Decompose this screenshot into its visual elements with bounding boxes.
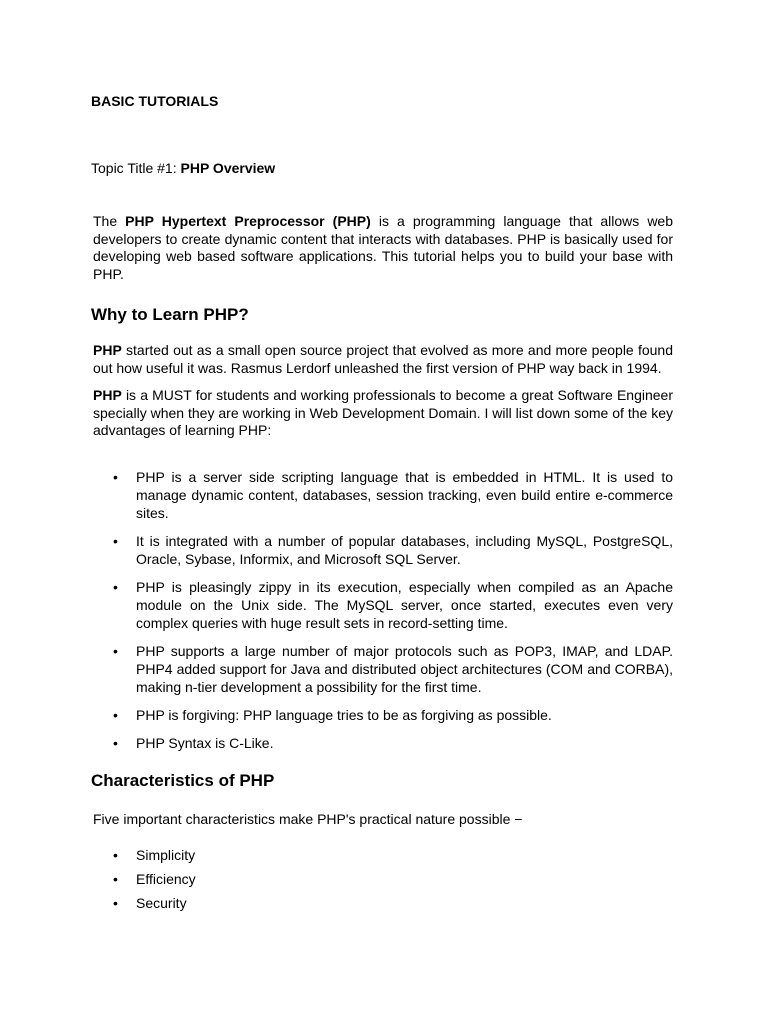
- why-learn-heading: Why to Learn PHP?: [91, 305, 249, 324]
- advantage-text: It is integrated with a number of popular databases, including MySQL, PostgreSQL, Oracle, Sybase, Informix, and Microsoft SQL Server.: [136, 533, 673, 567]
- intro-bold-term: PHP Hypertext Preprocessor (PHP): [125, 213, 371, 229]
- bullet-icon: •: [113, 469, 118, 485]
- bullet-icon: •: [113, 735, 118, 751]
- intro-lead: The: [93, 213, 126, 229]
- list-item: [93, 578, 673, 632]
- intro-paragraph: [93, 213, 673, 283]
- list-item: [93, 642, 673, 696]
- topic-title-line: [91, 160, 275, 176]
- bullet-icon: •: [113, 643, 118, 659]
- advantage-text: PHP supports a large number of major protocols such as POP3, IMAP, and LDAP. PHP4 added support for Java and distributed object architectures (COM and CORBA), making n-tier development a possibility for the first time.: [136, 643, 673, 695]
- advantages-list: [93, 468, 673, 762]
- advantage-text: PHP Syntax is C-Like.: [136, 735, 274, 751]
- bullet-icon: •: [113, 895, 118, 911]
- topic-title-name: PHP Overview: [180, 160, 276, 176]
- characteristics-intro: Five important characteristics make PHP's practical nature possible −: [93, 811, 523, 827]
- why-p1-rest: started out as a small open source project that evolved as more and more people found out how useful it was. Rasmus Lerdorf unleashed the first version of PHP way back in 1994.: [93, 342, 673, 376]
- advantage-text: PHP is forgiving: PHP language tries to be as forgiving as possible.: [136, 707, 552, 723]
- why-p1-bold: PHP: [93, 342, 122, 358]
- intro-rest: is a programming language that allows web developers to create dynamic content that interacts with databases. PHP is basically used for developing web based software applications. This tutorial helps you to build your base with PHP.: [93, 213, 674, 282]
- topic-title-prefix: Topic Title #1:: [91, 160, 181, 176]
- bullet-icon: •: [113, 871, 118, 887]
- list-item: [93, 870, 673, 888]
- advantage-text: PHP is a server side scripting language that is embedded in HTML. It is used to manage dynamic content, databases, session tracking, even build entire e-commerce sites.: [136, 469, 673, 521]
- bullet-icon: •: [113, 579, 118, 595]
- characteristic-text: Security: [136, 895, 187, 911]
- characteristic-text: Simplicity: [136, 847, 196, 863]
- list-item: [93, 846, 673, 864]
- why-p2-rest: is a MUST for students and working professionals to become a great Software Engineer specially when they are working in Web Development Domain. I will list down some of the key advantages of learning PHP:: [93, 387, 673, 438]
- list-item: [93, 894, 673, 912]
- advantage-text: PHP is pleasingly zippy in its execution, especially when compiled as an Apache module on the Unix side. The MySQL server, once started, executes even very complex queries with huge result sets in record-setting time.: [136, 579, 673, 631]
- list-item: [93, 468, 673, 522]
- characteristics-list: [93, 846, 673, 918]
- why-p2-bold: PHP: [93, 387, 122, 403]
- bullet-icon: •: [113, 533, 118, 549]
- list-item: [93, 734, 673, 752]
- document-title: BASIC TUTORIALS: [91, 93, 219, 109]
- list-item: [93, 706, 673, 724]
- characteristics-heading: Characteristics of PHP: [91, 771, 275, 790]
- bullet-icon: •: [113, 847, 118, 863]
- why-paragraph-1: [93, 342, 673, 377]
- characteristic-text: Efficiency: [136, 871, 196, 887]
- why-paragraph-2: [93, 387, 673, 440]
- bullet-icon: •: [113, 707, 118, 723]
- list-item: [93, 532, 673, 568]
- why-learn-body: [93, 342, 673, 450]
